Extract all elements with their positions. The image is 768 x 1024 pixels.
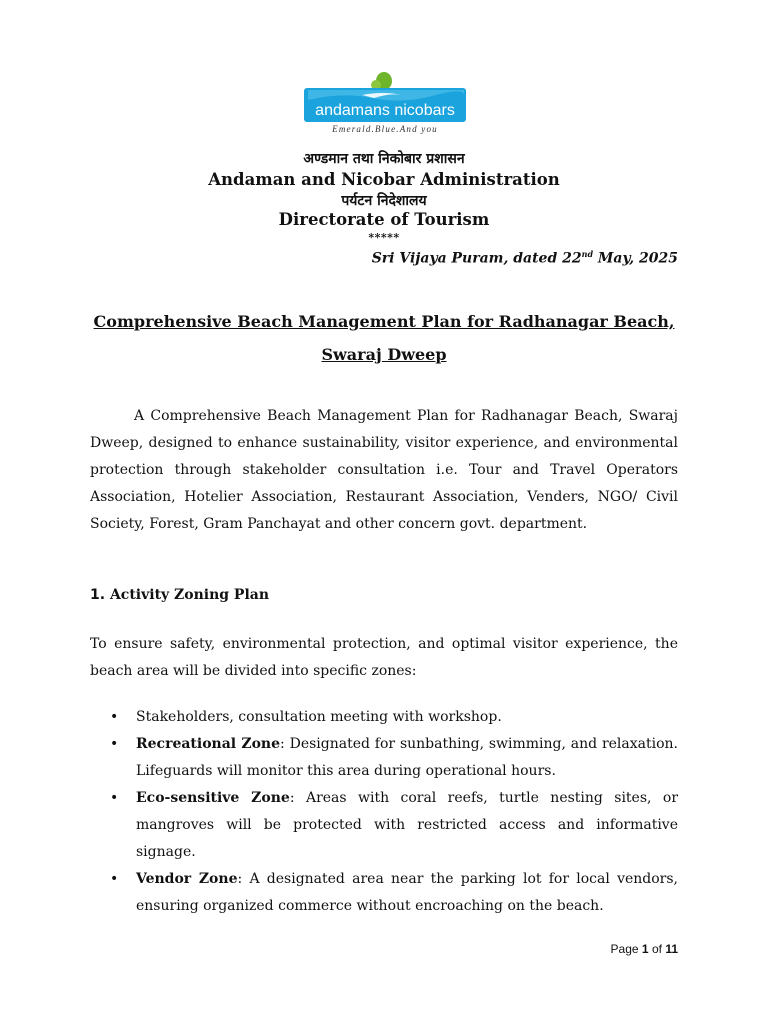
page-total: 11: [665, 942, 678, 956]
administration-heading: Andaman and Nicobar Administration: [208, 170, 560, 189]
list-item-separator: :: [237, 871, 243, 887]
zone-list: [90, 704, 678, 920]
list-item-text: Designated for sunbathing, swimming, and relaxation. Lifeguards will monitor this area during operational hours.: [136, 736, 679, 779]
section-title: Activity Zoning Plan: [109, 587, 270, 603]
bullet-icon: •: [110, 709, 119, 725]
zones-intro-paragraph: To ensure safety, environmental protection, and optimal visitor experience, the beach area will be divided into specific zones:: [90, 636, 678, 679]
list-item-term: Eco-sensitive Zone: [136, 790, 290, 806]
separator-stars: *****: [368, 231, 400, 244]
dateline-suffix: May, 2025: [593, 250, 678, 267]
list-item: [90, 731, 678, 785]
list-item-text: Stakeholders, consultation meeting with workshop.: [136, 709, 502, 725]
list-item-separator: :: [280, 736, 285, 752]
document-title: [90, 305, 678, 371]
dateline-ordinal: nd: [581, 249, 594, 259]
list-item-term: Vendor Zone: [136, 871, 238, 887]
bullet-icon: •: [110, 790, 119, 806]
hindi-directorate-heading: पर्यटन निदेशालय: [341, 193, 427, 209]
tourism-logo: [302, 70, 468, 138]
section-number: 1.: [90, 587, 106, 603]
logo-wordmark: andamans nicobars: [315, 102, 455, 119]
page-number: [611, 942, 678, 956]
page-current: 1: [641, 942, 649, 956]
bullet-icon: •: [110, 871, 119, 887]
section-heading: [90, 587, 269, 603]
document-title-line2: Swaraj Dweep: [321, 345, 447, 364]
list-item: [90, 866, 678, 920]
list-item-text: Areas with coral reefs, turtle nesting sites, or mangroves will be protected with restricted access and informative signage.: [136, 790, 679, 860]
document-title-line1: Comprehensive Beach Management Plan for Radhanagar Beach,: [93, 312, 675, 331]
list-item-separator: :: [289, 790, 295, 806]
bullet-icon: •: [110, 736, 119, 752]
list-item: [90, 704, 678, 731]
dateline-prefix: Sri Vijaya Puram, dated 22: [371, 250, 582, 267]
page-of: of: [651, 942, 662, 956]
intro-paragraph: A Comprehensive Beach Management Plan for Radhanagar Beach, Swaraj Dweep, designed to enhance sustainability, visitor experience, and environmental protection through stakeholder consultation i.e. Tour and Travel Operators Association, Hotelier Association, Restaurant Association, Venders, NGO/ Civil Society, Forest, Gram Panchayat and other concern govt. department.: [90, 408, 678, 532]
directorate-heading: Directorate of Tourism: [278, 210, 490, 229]
hindi-administration-heading: अण्डमान तथा निकोबार प्रशासन: [303, 151, 465, 167]
logo-tagline: Emerald.Blue.And you: [332, 124, 438, 134]
dateline: [372, 249, 678, 267]
page-label: Page: [610, 942, 639, 956]
list-item-term: Recreational Zone: [136, 736, 281, 752]
list-item: [90, 785, 678, 866]
list-item-text: A designated area near the parking lot for local vendors, ensuring organized commerce without encroaching on the beach.: [136, 871, 679, 914]
